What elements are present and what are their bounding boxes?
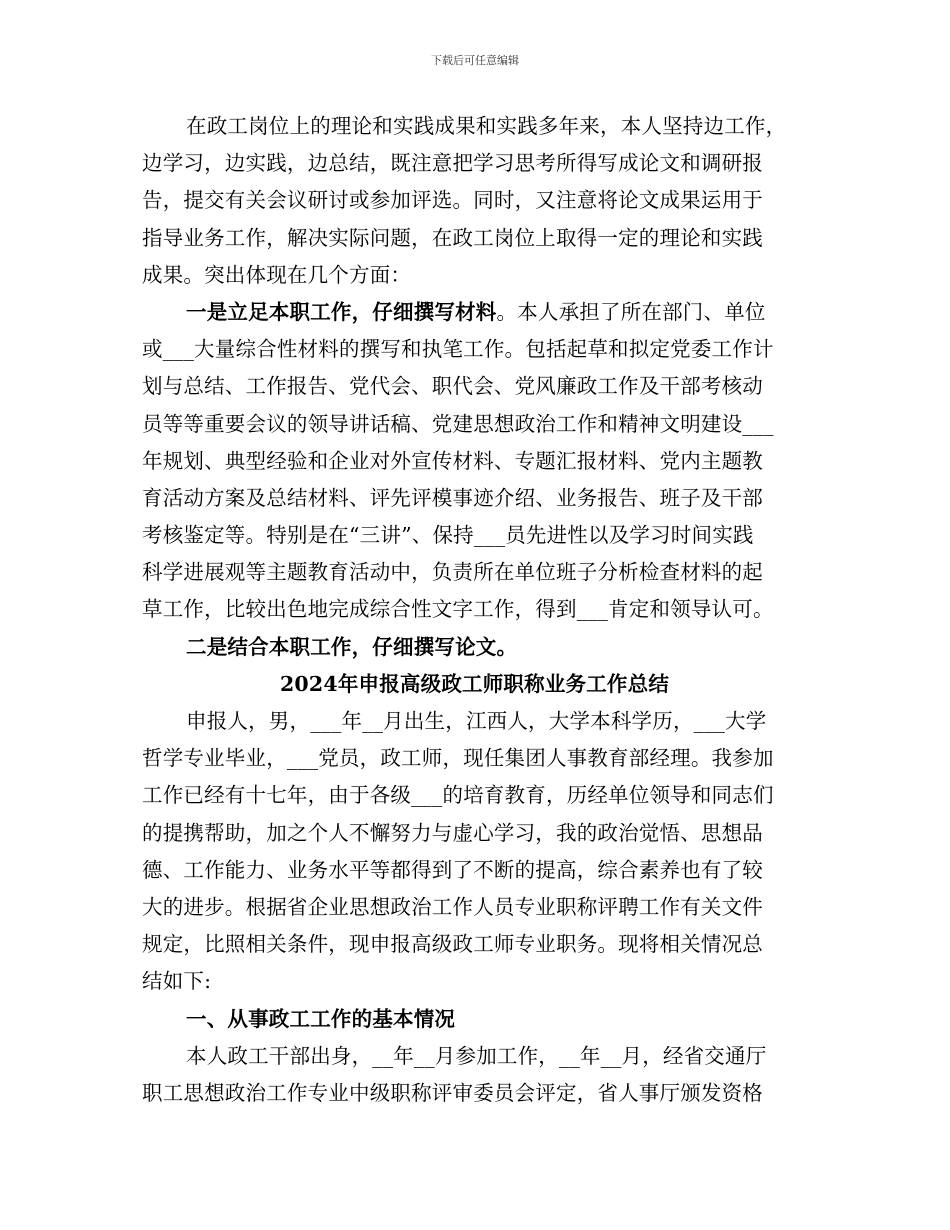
paragraph-line: 或___大量综合性材料的撰写和执笔工作。包括起草和拟定党委工作计: [142, 337, 774, 362]
paragraph-line: 指导业务工作，解决实际问题，在政工岗位上取得一定的理论和实践: [142, 225, 763, 250]
paragraph-line: 育活动方案及总结材料、评先评模事迹介绍、业务报告、班子及干部: [142, 485, 763, 510]
paragraph-line: [142, 294, 807, 331]
paragraph-line: 成果。突出体现在几个方面：: [142, 262, 412, 287]
page-header: 下载后可任意编辑: [431, 54, 519, 67]
paragraph-line: 在政工岗位上的理论和实践成果和实践多年来，本人坚持边工作，: [186, 114, 787, 138]
paragraph-line: 草工作，比较出色地完成综合性文字工作，得到___肯定和领导认可。: [142, 597, 774, 622]
paragraph-line: 考核鉴定等。特别是在“三讲”、保持___员先进性以及学习时间实践: [142, 523, 754, 548]
paragraph-line: 的提携帮助，加之个人不懈努力与虚心学习，我的政治觉悟、思想品: [142, 820, 763, 845]
paragraph-line: 结如下:: [142, 969, 212, 994]
paragraph-line: 边学习，边实践，边总结，既注意把学习思考所得写成论文和调研报: [142, 151, 763, 176]
document-title: 2024年申报高级政工师职称业务工作总结: [279, 671, 670, 696]
paragraph-line: 年规划、典型经验和企业对外宣传材料、专题汇报材料、党内主题教: [142, 448, 763, 473]
section-heading: 一、从事政工工作的基本情况: [186, 1006, 456, 1031]
paragraph-text: 。本人承担了所在部门、单位: [496, 299, 766, 324]
paragraph-line: 德、工作能力、业务水平等都得到了不断的提高，综合素养也有了较: [142, 857, 763, 882]
paragraph-line: 大的进步。根据省企业思想政治工作人员专业职称评聘工作有关文件: [142, 894, 763, 919]
paragraph-line: 工作已经有十七年，由于各级___的培育教育，历经单位领导和同志们: [142, 783, 774, 808]
paragraph-line: 本人政工干部出身，__年__月参加工作，__年__月，经省交通厅: [186, 1043, 767, 1068]
document-body: [142, 108, 807, 1112]
paragraph-line: 员等等重要会议的领导讲话稿、党建思想政治工作和精神文明建设___: [142, 411, 774, 436]
paragraph-line: 划与总结、工作报告、党代会、职代会、党风廉政工作及干部考核动: [142, 374, 763, 399]
bold-lead: 二是结合本职工作，仔细撰写论文。: [186, 634, 518, 659]
paragraph-line: 科学进展观等主题教育活动中，负责所在单位班子分析检查材料的起: [142, 560, 763, 585]
paragraph-line: 哲学专业毕业，___党员，政工师，现任集团人事教育部经理。我参加: [142, 746, 774, 771]
paragraph-line: 告，提交有关会议研讨或参加评选。同时，又注意将论文成果运用于: [142, 188, 763, 213]
paragraph-line: 职工思想政治工作专业中级职称评审委员会评定，省人事厅颁发资格: [142, 1080, 763, 1105]
paragraph-line: 申报人，男，___年__月出生，江西人，大学本科学历，___大学: [186, 709, 767, 733]
bold-lead: 一是立足本职工作，仔细撰写材料: [186, 299, 497, 324]
paragraph-line: 规定，比照相关条件，现申报高级政工师专业职务。现将相关情况总: [142, 932, 763, 957]
